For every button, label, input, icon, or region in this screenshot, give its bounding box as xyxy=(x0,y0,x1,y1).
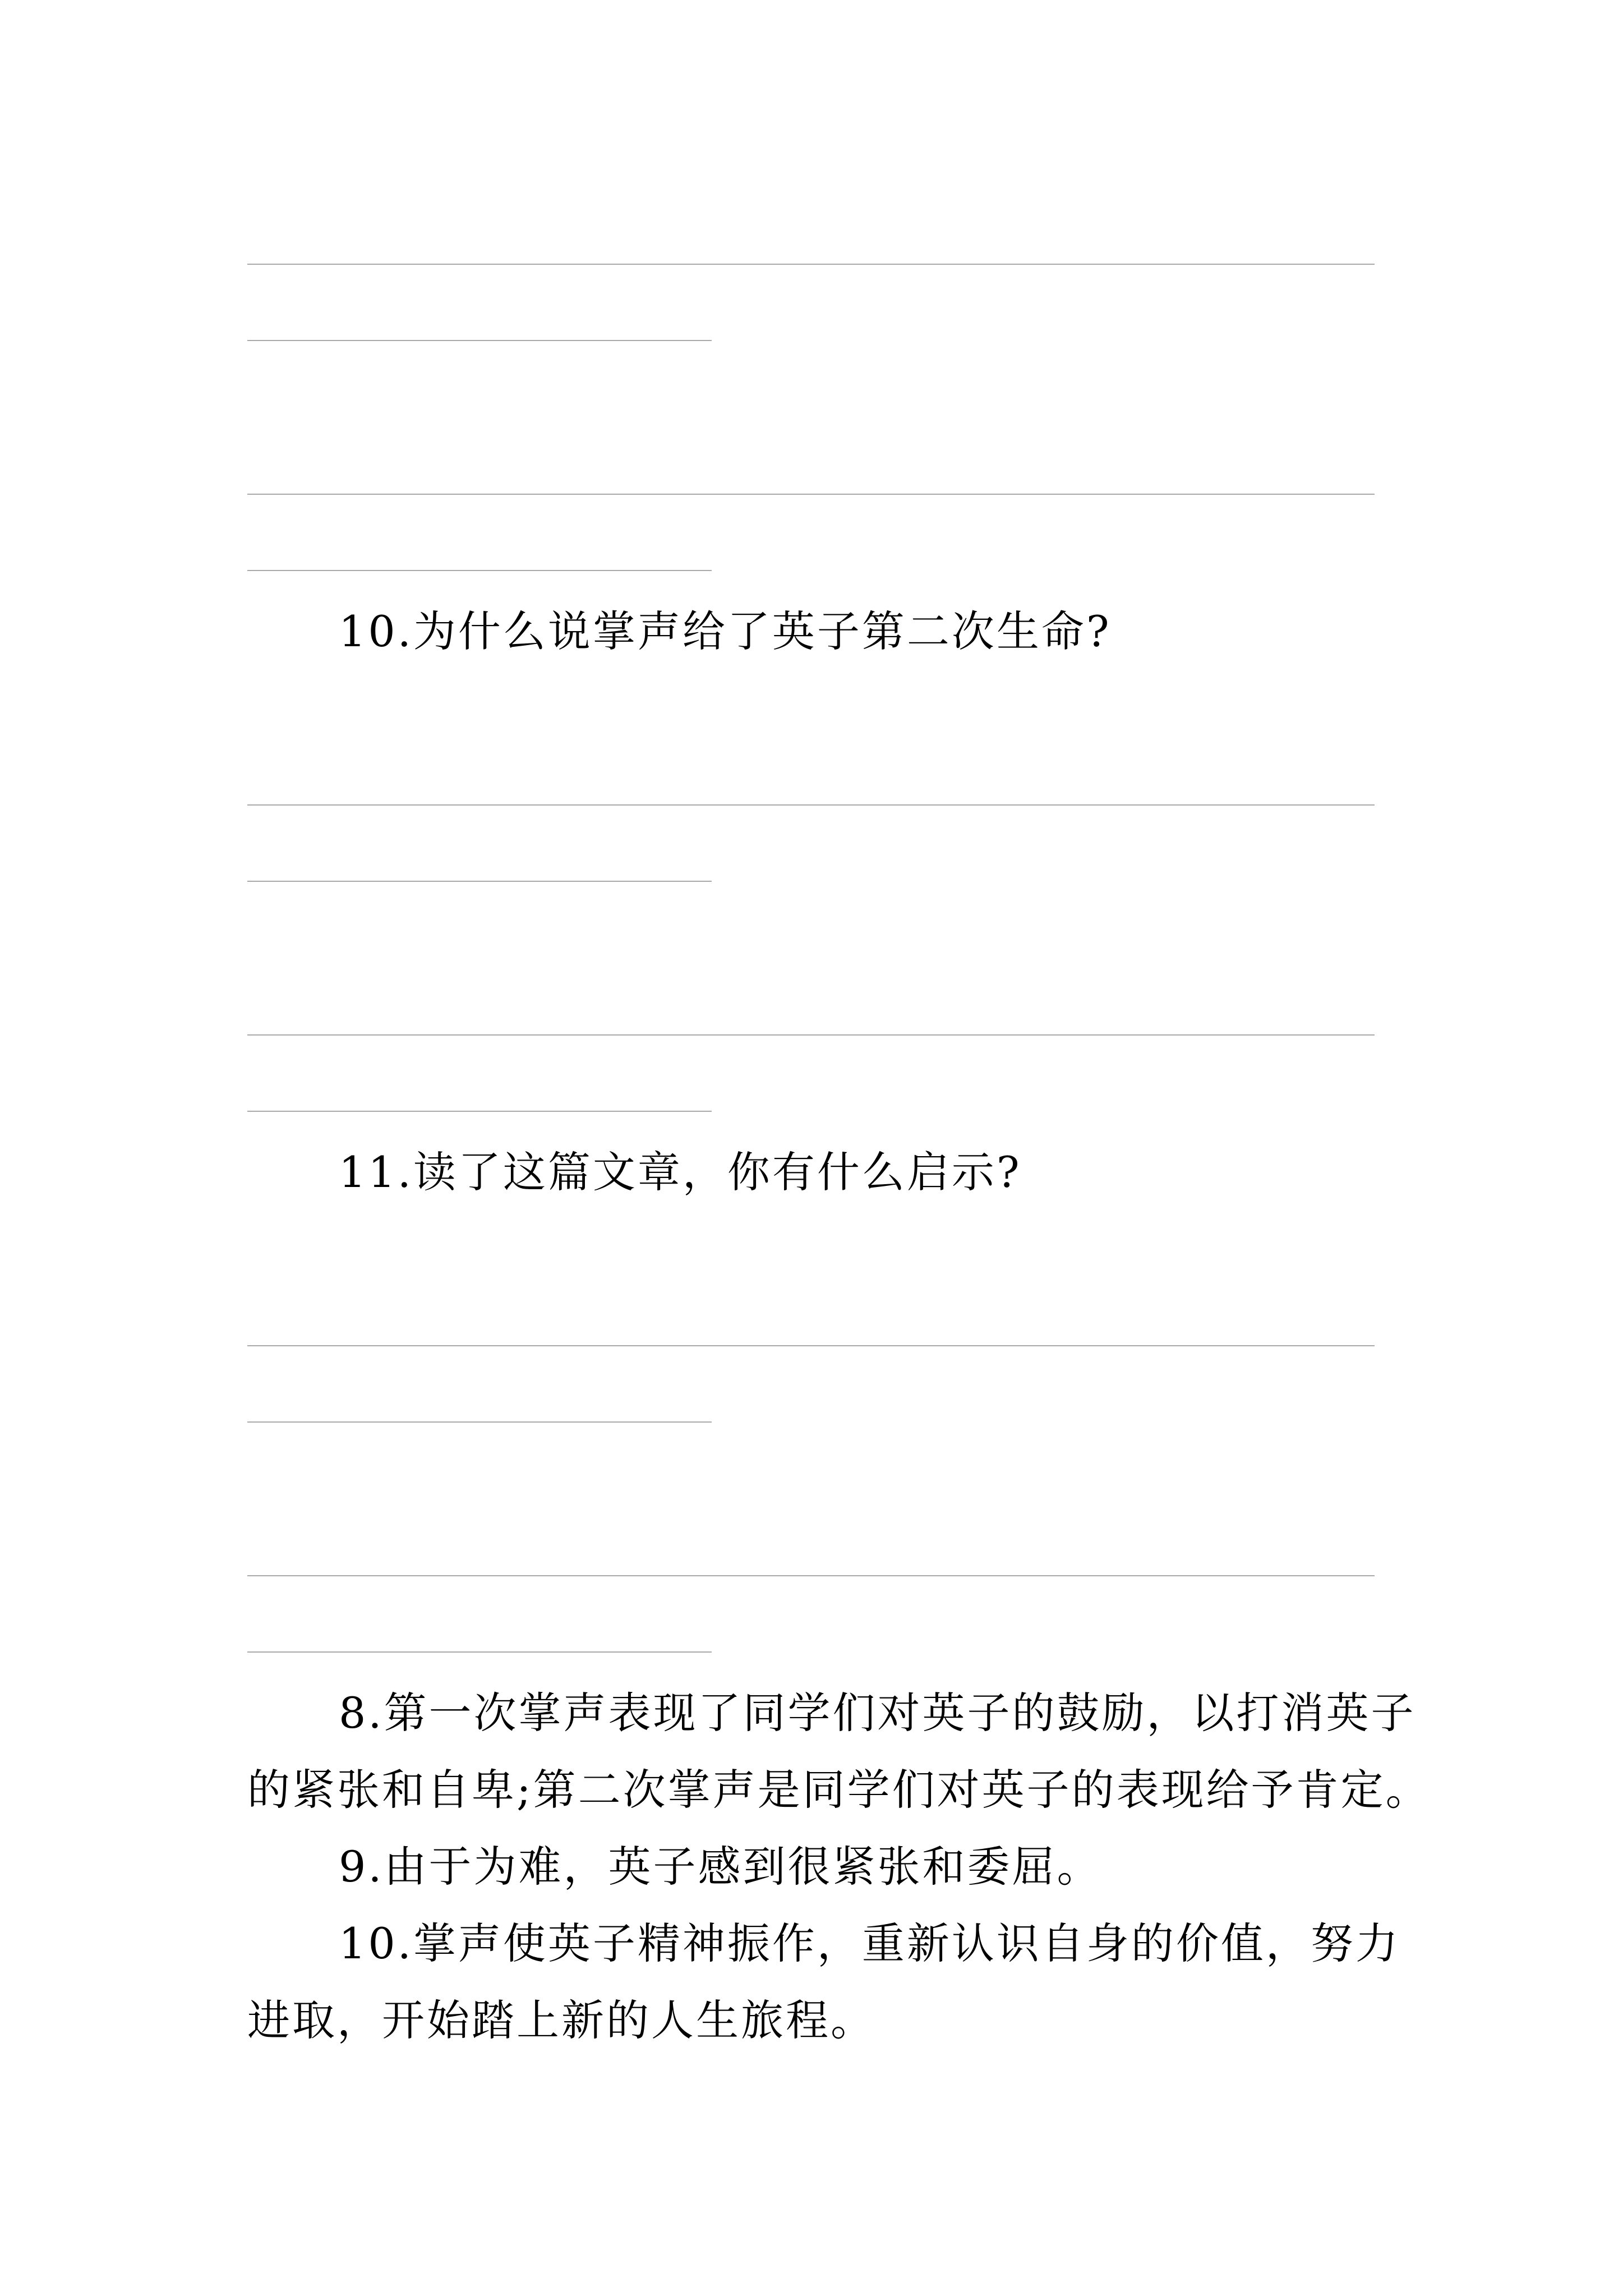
answer-line xyxy=(247,881,712,882)
question-10: 10.为什么说掌声给了英子第二次生命? xyxy=(339,606,1112,656)
answer-line xyxy=(247,1421,712,1423)
question-11: 11.读了这篇文章，你有什么启示? xyxy=(339,1147,1022,1197)
answer-line xyxy=(247,570,712,571)
answer-10-line-1: 10.掌声使英子精神振作，重新认识自身的价值，努力 xyxy=(339,1918,1400,1968)
answer-line xyxy=(247,494,1375,495)
answer-line xyxy=(247,1111,712,1112)
answer-line xyxy=(247,1034,1375,1036)
answer-line xyxy=(247,1575,1375,1576)
answer-9: 9.由于为难，英子感到很紧张和委屈。 xyxy=(339,1842,1102,1892)
answer-8-line-1: 8.第一次掌声表现了同学们对英子的鼓励，以打消英子 xyxy=(339,1688,1416,1738)
answer-line xyxy=(247,264,1375,265)
answer-line xyxy=(247,1651,712,1653)
answer-8-line-2: 的紧张和自卑;第二次掌声是同学们对英子的表现给予肯定。 xyxy=(247,1765,1431,1815)
answer-line xyxy=(247,804,1375,806)
answer-line xyxy=(247,340,712,341)
answer-10-line-2: 进取，开始踏上新的人生旅程。 xyxy=(247,1995,875,2045)
answer-line xyxy=(247,1345,1375,1346)
